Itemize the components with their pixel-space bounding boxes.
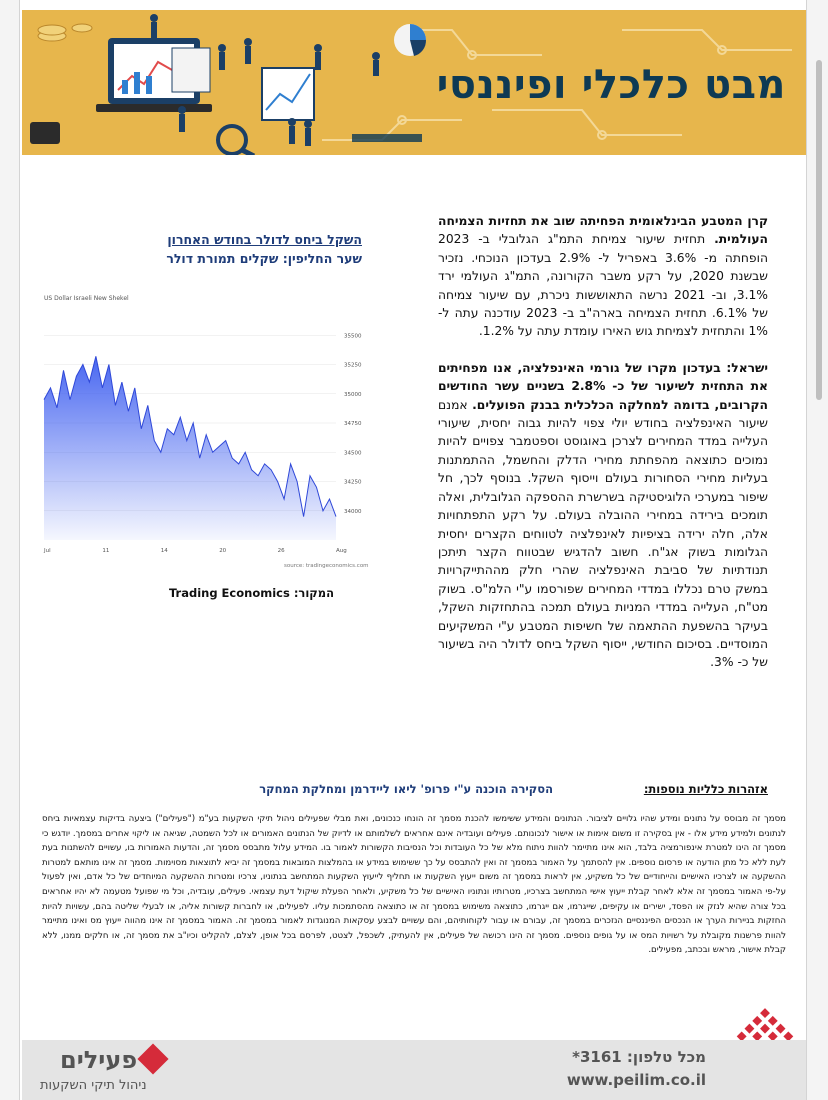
israel-lead: ישראל: בעדכון מקרו של גורמי האינפלציה, אנו מפחיתים את התחזית לשיעור של כ- 2.8% בשניים עשר החודשים הקרובים, בדומה למחלקה הכלכלית בבנק הפועלים. [438,360,768,412]
y-tick-label: 34250 [344,479,362,486]
footer-bar [22,1040,806,1100]
brand-logo-icon [137,1043,168,1074]
header-banner [22,10,806,155]
chart-source-label: המקור: [293,586,334,600]
x-tick-label: 26 [277,548,285,554]
y-axis-ticks [344,333,362,515]
chart-source-name: Trading Economics [168,586,290,600]
y-tick-label: 35500 [344,333,362,340]
x-tick-label: 11 [102,548,110,554]
y-tick-label: 34500 [344,450,362,457]
x-tick-label: Aug [336,548,347,554]
disclaimer-heading: אזהרות כלליות נוספות: [643,782,768,796]
pie-chart-icon [394,24,426,56]
y-tick-label: 35250 [344,362,362,369]
prepared-by: הסקירה הוכנה ע"י פרופ' ליאו ליידרמן ומחלקת המחקר [259,782,553,796]
viewer-left-edge [0,0,20,1100]
scrollbar-thumb[interactable] [816,60,822,400]
x-tick-label: 14 [160,548,168,554]
footer-url[interactable]: www.peilim.co.il [566,1071,706,1089]
brand-tagline: ניהול תיקי השקעות [40,1078,147,1093]
brand-name: פעילים [60,1046,138,1074]
global-body: תחזית שיעור צמיחת התמ"ג הגלובלי ב- 2023 הופחתה מ- 3.6% באפריל ל- 2.9% בעדכון הנוכחי. נזכיר שבשנת 2020, על רקע משבר הקורונה, התמ"ג העולמי ירד 3.1%, וב- 2021 נרשה התאוששות ניכרת, עם שיעור צמיחה של 6.1%. תחזית הצמיחה בארה"ב ב- 2023 עודכנה עתה ל- 1% והתחזית לצמיחת גוש האירו עומדת עתה על 1.2%. [438,232,768,339]
israel-paragraph [438,359,768,672]
x-tick-label: 20 [219,548,227,554]
chart-subheading: שער החליפין: שקלים תמורת דולר [166,251,362,266]
y-tick-label: 34750 [344,421,362,427]
x-axis-ticks [43,548,347,554]
chart-attribution: source: tradingeconomics.com [284,563,369,569]
series-area [44,356,336,540]
footer-phone: מכל טלפון: 3161* [572,1048,706,1066]
chart-block [40,230,376,610]
article-text [438,212,768,690]
y-tick-label: 35000 [344,391,362,398]
israel-body: אמנם שיעור האינפלציה בחודש יולי צפוי להיות גבוה יחסית, שיעורי העלייה במדד המחירים לצרכן באוגוסט וספטמבר צפויים להיות נמוכים כתוצאה מהפחתת מחירי הדלק והחשמל, ההתמתנות בעליות מחירי הסחורות בעולם וייסוף השקל. בנוסף לכך, חל שיפור במערכי הלוגיסטיקה בשרשרת ההספקה הגלובלית, ואלה תומכים בירידה במחירי ההובלה בעולם. על רקע התפתחויות אלה, חלה ירידה בציפיות לאינפלציה לטווחים הקצרים יחסית הגלומות בשוק אג"ח. חשוב להדגיש שבטווח הקצר תיתכן תנודתיות של סביבת האינפלציה שהרי חלק מההתייקרויות במשק טרם נכללו במדדי המחירים שפורסמו ע"י הלמ"ס. בשוק מט"ח, העלייה במדדי המניות בעולם תמכה בהתחזקות השקל, בעיקר בהשפעת ההתאמה של חשיפות המטבע ע"י המשקיעים המוסדיים. בסיכום החודשי, ייסוף השקל ביחס לדולר היה בשיעור של כ- 3%. [437,397,768,670]
y-tick-label: 34000 [344,508,362,515]
chart-title-text: US Dollar Israeli New Shekel [44,295,129,302]
global-lead: קרן המטבע הבינלאומית הפחיתה שוב את תחזיות הצמיחה העולמית. [438,214,768,247]
usd-ils-chart [40,292,376,574]
chart-heading: השקל ביחס לדולר בחודש האחרון [167,232,362,247]
chart-source [169,586,334,600]
disclaimer-text: מסמך זה מבוסס על נתונים ומידע שהיו גלויים לציבור. הנתונים והמידע ששימשו להכנת מסמך זה הונחו כנכונים, ואת מבלי שפעילים ניהול תיקי השקעות בע"מ ("פעילים") ביצעה בדיקות עצמאיות ביחס לנתונים ולמידע מידע אלו - אין בסקירה זו משום אימות או אישור לנכונותם. פעילים ועובדיה אינם אחראים לשלמותם או לדיוק של הנתונים האמורים או לכל השמטה, שגיאה או ליקוי אחרים במסמך. יודגש כי מסמך זה הינו למטרת אינפורמציה בלבד, הוא אינו מתיימר להוות ניתוח מלא של כל העובדות וכל הנסיבות הקשורות לאמור בו. המידע עלול מתבסס מסמך זה, והדעות האמורות בו, עשויים להשתנות בעת לעת ללא כל מתן הודעה או פרסום נוספים. אין להסתמך על האמור במסמך זה ואין להתבסס על כך ששימוש במידע או בהמלצות המובאות במסמך זה יביא לתוצאות מסוימות. מסמך זה אינו מותאם למטרות ההשקעה או לצרכיו האישיים והייחודיים של כל משקיע, אין לראות במסמך זה משום ייעוץ השקעות או תחליף לייעוץ השקעות המתחשב בנתוניו, צרכיו ומטרות ההשקעה המיוחדים של כל אדם, ואין לפעול על-פי האמור במסמך זה אלא לאחר קבלת ייעוץ אישי המתחשב בצרכיו, מטרותיו ונתוניו האישיים של כל משקיע, ולאחר הפעלת שיקול דעת עצמאי. פעילים, עובדיה, וכל מי שפועל מטעמה לא יהיו אחראים בכל צורה שהיא לנזק או הפסד, ישירים או עקיפים, שייגרמו, אם ייגרמו, כתוצאה משימוש במסמך זה או כתוצאה מהסתמכות עליו. לפעילים, או לחברות קשורות אליה, או לבעלי שליטה בהם, עשויות להיות החזקות בניירות הערך או הנכסים הפיננסיים הנזכרים במסמך זה, עבורם או עבור לקוחותיהם, והם עשויים לבצע עסקאות המנוגדות לאמור במסמך זה. האמור במסמך זה אינו מהווה ייעוץ מס ואינו מתיימר להוות פרשנות מקובלת על רשויות המס או על גופים נוספים. מסמך זה הינו רכושה של פעילים, אין להעתיק, לשכפל, לצטט, לפרסם בכל אופן, לצלם, להקליט וכיו"ב את מסמך זה, או חלקים ממנו, ללא קבלת אישור, מראש ובכתב, מפעילים. [42,814,786,956]
viewer-scrollbar[interactable] [806,0,828,1100]
global-paragraph [438,212,768,341]
banner-title: מבט כלכלי ופיננסי [436,62,786,108]
disclaimer-header [60,782,768,802]
x-tick-label: Jul [44,548,51,554]
